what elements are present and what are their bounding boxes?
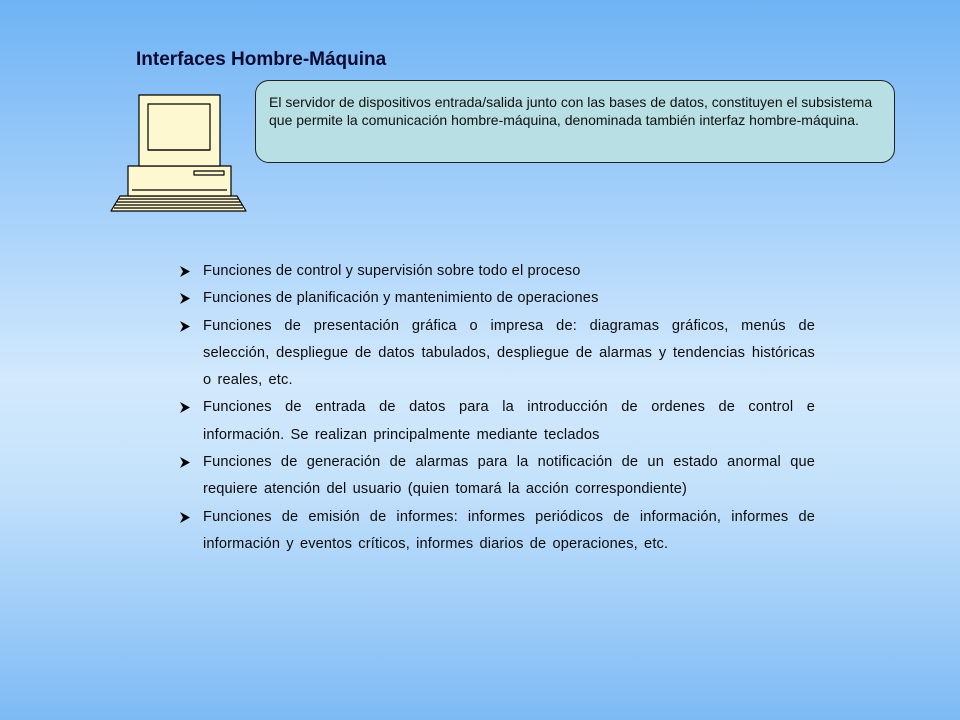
arrowhead-bullet-icon (178, 394, 192, 421)
list-item (178, 504, 815, 559)
description-callout (255, 80, 895, 163)
list-item (178, 449, 815, 504)
slide-title: Interfaces Hombre-Máquina (136, 49, 387, 70)
arrowhead-bullet-icon (178, 504, 192, 531)
list-item (178, 285, 815, 312)
callout-text: El servidor de dispositivos entrada/salida junto con las bases de datos, constituyen el subsistema que permite la comunicación hombre-máquina, denominada también interfaz hombre-máquina. (269, 94, 873, 129)
list-item-text: Funciones de control y supervisión sobre todo el proceso (203, 263, 581, 279)
list-item (178, 394, 815, 449)
list-item-text: Funciones de emisión de informes: informes periódicos de información, informes de información y eventos críticos, informes diarios de operaciones, etc. (203, 508, 815, 552)
list-item (178, 258, 815, 285)
arrowhead-bullet-icon (178, 285, 192, 312)
list-item-text: Funciones de presentación gráfica o impresa de: diagramas gráficos, menús de selección, despliegue de datos tabulados, despliegue de alarmas y tendencias históricas o reales, etc. (203, 317, 815, 389)
arrowhead-bullet-icon (178, 313, 192, 340)
functions-list (178, 258, 815, 558)
list-item-text: Funciones de generación de alarmas para la notificación de un estado anormal que requiere atención del usuario (quien tomará la acción correspondiente) (203, 454, 815, 498)
computer-icon (108, 92, 250, 214)
list-item-text: Funciones de planificación y mantenimiento de operaciones (203, 290, 599, 307)
list-item-text: Funciones de entrada de datos para la introducción de ordenes de control e información. Se realizan principalmente mediante teclados (203, 399, 815, 443)
list-item (178, 313, 815, 395)
arrowhead-bullet-icon (178, 449, 192, 476)
arrowhead-bullet-icon (178, 258, 192, 285)
